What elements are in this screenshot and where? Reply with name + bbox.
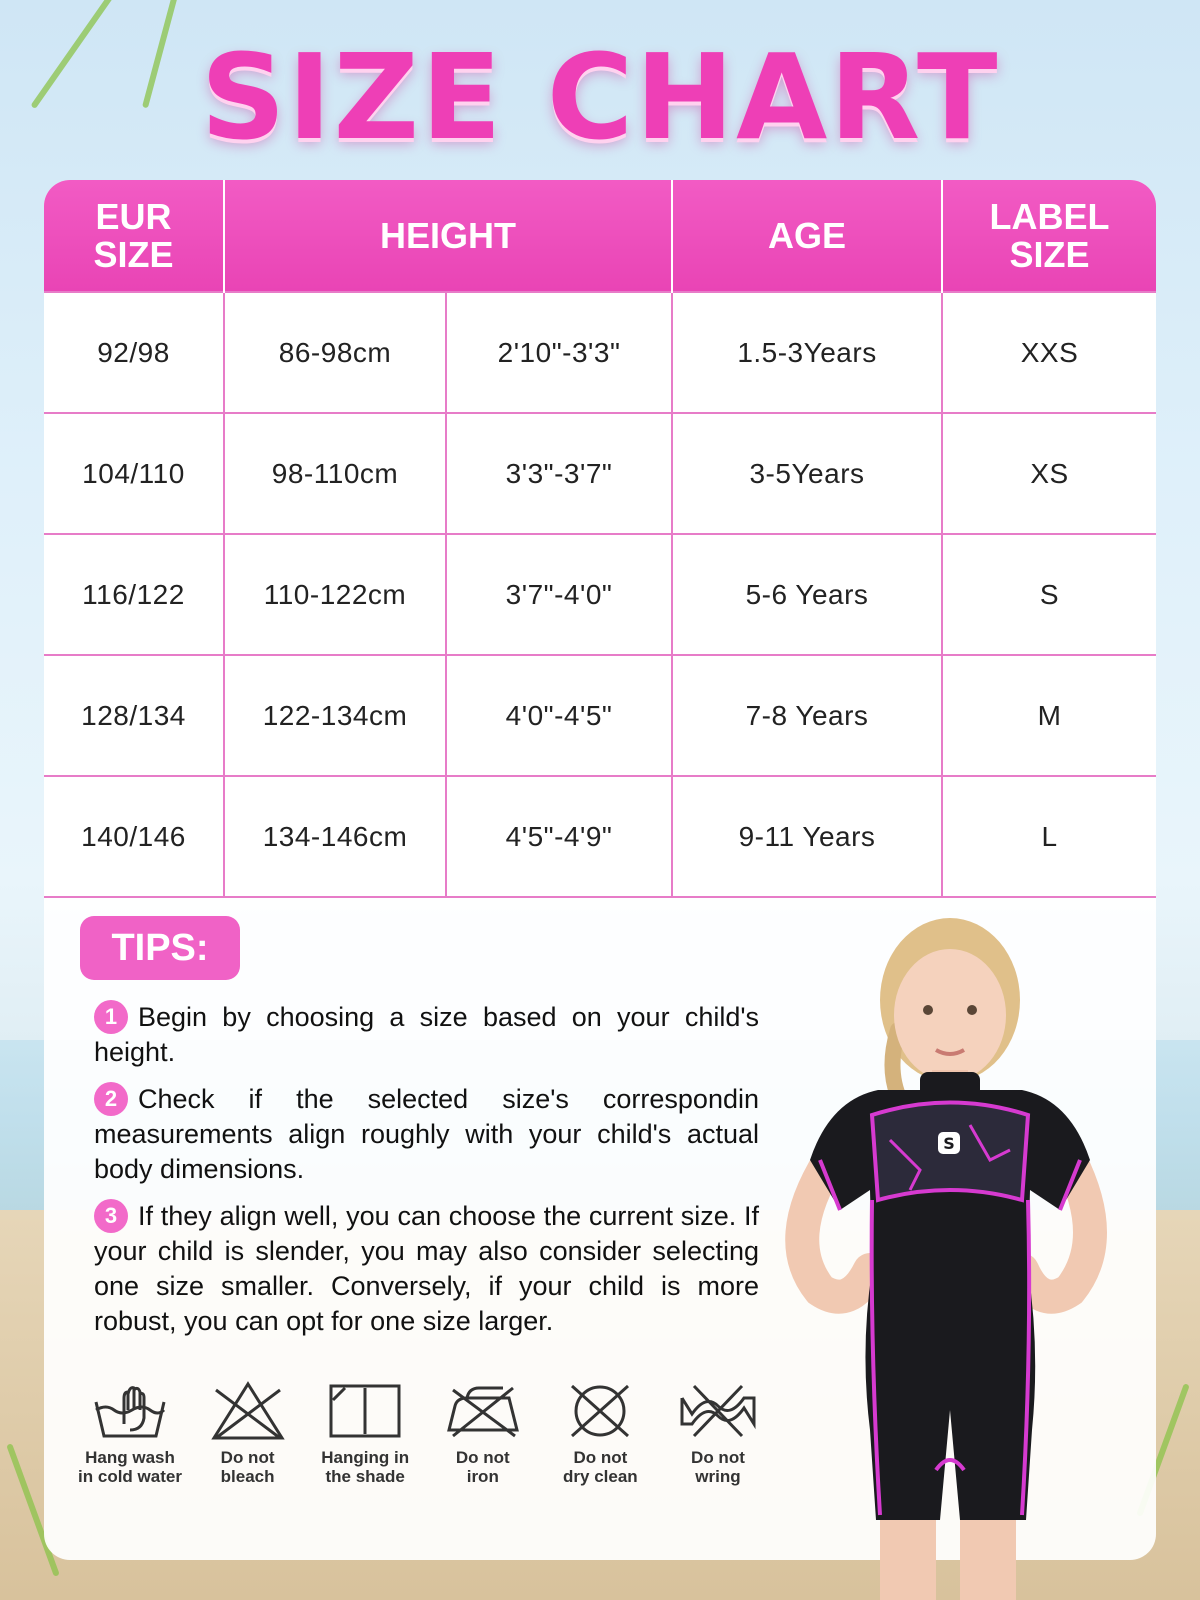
tip-number-badge: 2 xyxy=(94,1082,128,1116)
no-bleach-icon xyxy=(208,1380,288,1442)
child-left-leg xyxy=(880,1510,936,1600)
tip-item xyxy=(94,1082,759,1187)
tip-number-badge: 1 xyxy=(94,1000,128,1034)
header-age: AGE xyxy=(672,180,942,292)
cell-age: 1.5-3Years xyxy=(672,292,942,413)
tips-list xyxy=(94,1000,759,1351)
wetsuit-collar xyxy=(920,1072,980,1098)
tip-text: Check if the selected size's correspondin measurements align roughly with your child's actual body dimensions. xyxy=(94,1084,759,1184)
tip-text: If they align well, you can choose the current size. If your child is slender, you may also consider selecting one size smaller. Conversely, if your child is more robust, you can opt for one size larger. xyxy=(94,1201,759,1336)
care-item xyxy=(309,1380,421,1486)
care-label: Do not iron xyxy=(455,1448,510,1486)
cell-age: 7-8 Years xyxy=(672,655,942,776)
table-row xyxy=(44,534,1156,655)
cell-label-size: XS xyxy=(942,413,1156,534)
cell-age: 3-5Years xyxy=(672,413,942,534)
cell-height-ft: 3'3"-3'7" xyxy=(446,413,672,534)
tip-number-badge: 3 xyxy=(94,1199,128,1233)
table-row xyxy=(44,413,1156,534)
header-height: HEIGHT xyxy=(224,180,672,292)
table-row xyxy=(44,776,1156,897)
care-item xyxy=(662,1380,774,1486)
no-iron-icon xyxy=(443,1380,523,1442)
cell-age: 5-6 Years xyxy=(672,534,942,655)
child-in-wetsuit-image xyxy=(760,910,1120,1600)
cell-height-ft: 2'10"-3'3" xyxy=(446,292,672,413)
cell-label-size: S xyxy=(942,534,1156,655)
cell-height-cm: 86-98cm xyxy=(224,292,446,413)
table-header-row xyxy=(44,180,1156,292)
hand-wash-icon xyxy=(90,1380,170,1442)
tip-item xyxy=(94,1000,759,1070)
care-item xyxy=(544,1380,656,1486)
care-item xyxy=(427,1380,539,1486)
dry-in-shade-icon xyxy=(325,1380,405,1442)
care-label: Hanging in the shade xyxy=(321,1448,410,1486)
no-wring-icon xyxy=(678,1380,758,1442)
care-item xyxy=(192,1380,304,1486)
cell-height-cm: 122-134cm xyxy=(224,655,446,776)
care-label: Hang wash in cold water xyxy=(78,1448,182,1486)
size-table xyxy=(44,180,1156,898)
header-eur-size: EUR SIZE xyxy=(44,180,224,292)
child-face xyxy=(894,949,1006,1081)
wetsuit-logo-letter: S xyxy=(943,1134,955,1153)
cell-age: 9-11 Years xyxy=(672,776,942,897)
cell-height-ft: 3'7"-4'0" xyxy=(446,534,672,655)
tip-item xyxy=(94,1199,759,1339)
cell-height-cm: 110-122cm xyxy=(224,534,446,655)
care-label: Do not bleach xyxy=(220,1448,275,1486)
cell-height-cm: 134-146cm xyxy=(224,776,446,897)
tip-text: Begin by choosing a size based on your child's height. xyxy=(94,1002,759,1067)
page-title: SIZE CHART xyxy=(200,28,1000,166)
child-right-leg xyxy=(960,1510,1016,1600)
cell-height-ft: 4'5"-4'9" xyxy=(446,776,672,897)
cell-eur-size: 116/122 xyxy=(44,534,224,655)
cell-eur-size: 92/98 xyxy=(44,292,224,413)
header-label-size: LABEL SIZE xyxy=(942,180,1156,292)
cell-label-size: L xyxy=(942,776,1156,897)
cell-height-cm: 98-110cm xyxy=(224,413,446,534)
cell-label-size: XXS xyxy=(942,292,1156,413)
cell-height-ft: 4'0"-4'5" xyxy=(446,655,672,776)
cell-eur-size: 104/110 xyxy=(44,413,224,534)
no-dry-clean-icon xyxy=(560,1380,640,1442)
care-instructions xyxy=(74,1380,774,1486)
cell-label-size: M xyxy=(942,655,1156,776)
care-item xyxy=(74,1380,186,1486)
cell-eur-size: 140/146 xyxy=(44,776,224,897)
cell-eur-size: 128/134 xyxy=(44,655,224,776)
table-row xyxy=(44,655,1156,776)
care-label: Do not wring xyxy=(691,1448,745,1486)
tips-heading: TIPS: xyxy=(80,916,240,980)
care-label: Do not dry clean xyxy=(563,1448,638,1486)
table-row xyxy=(44,292,1156,413)
